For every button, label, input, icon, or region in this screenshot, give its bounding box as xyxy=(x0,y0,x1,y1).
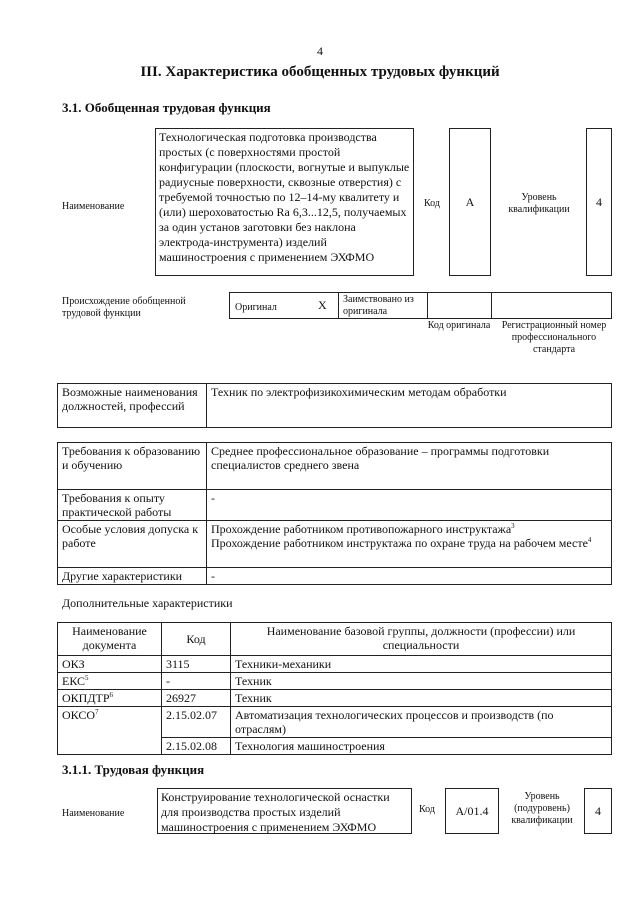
tf-code-value: A/01.4 xyxy=(455,804,489,818)
tf-code-box xyxy=(445,788,499,834)
requirements-table xyxy=(57,442,612,585)
doc-name: ОКЗ xyxy=(62,657,85,671)
req-value-cell xyxy=(207,521,612,568)
origin-divider-2 xyxy=(427,292,428,319)
doc-code: 2.15.02.08 xyxy=(162,738,231,755)
tf-name-label: Наименование xyxy=(62,808,125,819)
tf-level-label: Уровень (подуровень) квалификации xyxy=(511,791,573,826)
table-row xyxy=(58,656,612,673)
tf-title: 3.1.1. Трудовая функция xyxy=(62,762,205,777)
origin-divider-3 xyxy=(491,292,492,319)
origin-label: Происхождение обобщенной трудовой функции xyxy=(62,296,186,319)
footnote-ref: 7 xyxy=(95,708,99,716)
gtf-level-label: Уровень квалификации xyxy=(508,192,570,215)
gtf-level-box xyxy=(586,128,612,276)
req-value: Прохождение работником противопожарного инструктажа xyxy=(211,522,512,536)
tf-code-label: Код xyxy=(419,804,435,815)
tf-level-value: 4 xyxy=(595,804,601,818)
req-value: - xyxy=(207,490,612,521)
origin-original-mark: X xyxy=(318,298,327,312)
footnote-ref: 3 xyxy=(511,522,515,530)
req-value: - xyxy=(207,568,612,585)
section-title: III. Характеристика обобщенных трудовых функций xyxy=(140,64,500,80)
doc-name xyxy=(58,738,162,755)
table-row xyxy=(58,568,612,585)
doc-code: 26927 xyxy=(162,690,231,707)
req-label: Требования к образованию и обучению xyxy=(58,443,207,490)
gtf-code-value: A xyxy=(465,195,475,209)
gtf-name-box xyxy=(155,128,414,276)
doc-name: ОКПДТР xyxy=(62,691,110,705)
possible-names-table xyxy=(57,383,612,428)
possible-names-value: Техник по электрофизикохимическим методам обработки xyxy=(207,384,612,428)
header-code: Код xyxy=(162,623,231,656)
gtf-code-box xyxy=(449,128,491,276)
doc-name: ОКСО xyxy=(62,708,96,722)
tf-name-value: Конструирование технологической оснастки для производства простых изделий машиностроения с применением ЭХФМО xyxy=(161,790,390,834)
footnote-ref: 6 xyxy=(109,691,114,699)
table-row xyxy=(58,521,612,568)
doc-title: Техник xyxy=(231,690,612,707)
additional-table xyxy=(57,622,612,755)
page-number: 4 xyxy=(317,44,323,58)
req-value-2: Прохождение работником инструктажа по охране труда на рабочем месте xyxy=(211,536,588,550)
doc-code: 2.15.02.07 xyxy=(162,707,231,738)
doc-title: Автоматизация технологических процессов и производств (по отраслям) xyxy=(231,707,612,738)
gtf-level-value: 4 xyxy=(596,195,602,209)
table-row xyxy=(58,690,612,707)
tf-name-box xyxy=(157,788,412,834)
req-value: Среднее профессиональное образование – программы подготовки специалистов среднего звена xyxy=(207,443,612,490)
origin-divider-1 xyxy=(338,292,339,319)
req-label: Требования к опыту практической работы xyxy=(58,490,207,521)
doc-name: ЕКС xyxy=(62,674,86,688)
doc-title: Технология машиностроения xyxy=(231,738,612,755)
doc-code: - xyxy=(162,673,231,690)
header-name: Наименование базовой группы, должности (профессии) или специальности xyxy=(231,623,612,656)
footnote-ref: 5 xyxy=(85,674,89,682)
table-row xyxy=(58,707,612,738)
origin-reg-caption: Регистрационный номер профессионального стандарта xyxy=(501,320,607,355)
table-row xyxy=(58,673,612,690)
subsection-title: 3.1. Обобщенная трудовая функция xyxy=(62,100,271,115)
table-row xyxy=(58,443,612,490)
req-label: Другие характеристики xyxy=(58,568,207,585)
tf-level-box xyxy=(584,788,612,834)
table-row xyxy=(58,738,612,755)
header-doc: Наименование документа xyxy=(58,623,162,656)
additional-title: Дополнительные характеристики xyxy=(62,596,233,610)
req-label: Особые условия допуска к работе xyxy=(58,521,207,568)
origin-original-label: Оригинал xyxy=(235,302,277,313)
gtf-name-label: Наименование xyxy=(62,201,125,212)
origin-code-caption: Код оригинала xyxy=(427,320,491,331)
doc-title: Техники-механики xyxy=(231,656,612,673)
origin-borrowed-label: Заимствовано из оригинала xyxy=(343,294,414,317)
footnote-ref: 4 xyxy=(587,536,592,544)
gtf-code-label: Код xyxy=(424,198,440,209)
doc-title: Техник xyxy=(231,673,612,690)
table-row xyxy=(58,490,612,521)
possible-names-label: Возможные наименования должностей, профессий xyxy=(58,384,207,428)
doc-code: 3115 xyxy=(162,656,231,673)
gtf-name-value: Технологическая подготовка производства простых (с поверхностями простой конфигурации (плоскости, вогнутые и выпуклые радиусные поверхности, сквозные отверстия) с требуемой точностью по 12–14-му квалитету и (или) шероховатостью Ra 6,3...12,5, получаемых за один установ заготовки без наклона электрода-инструмента) изделий машиностроения с применением ЭХФМО xyxy=(159,130,410,264)
table-header-row xyxy=(58,623,612,656)
